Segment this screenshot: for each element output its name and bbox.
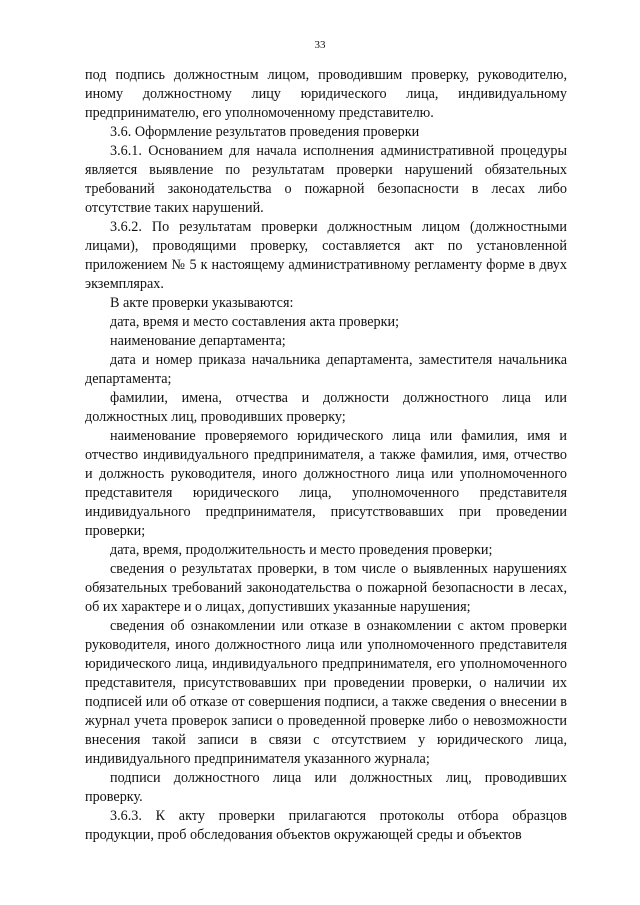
paragraph-3-6-3: 3.6.3. К акту проверки прилагаются протоколы отбора образцов продукции, проб обследования объектов окружающей среды и объектов xyxy=(85,808,567,843)
paragraph-continuation: под подпись должностным лицом, проводившим проверку, руководителю, иному должностному лицу юридического лица, индивидуальному предпринимателю, его уполномоченному представителю. xyxy=(85,67,567,121)
list-item-inspection-results: сведения о результатах проверки, в том числе о выявленных нарушениях обязательных требований законодательства о пожарной безопасности в лесах, об их характере и о лицах, допустивших указанные нарушения; xyxy=(85,561,567,615)
list-item-inspected-entity: наименование проверяемого юридического лица или фамилия, имя и отчество индивидуального предпринимателя, а также фамилия, имя, отчество и должность руководителя, иного должностного лица или уполномоченного представителя юридического лица, уполномоченного представителя индивидуального предпринимателя, присутствовавших при проведении проверки; xyxy=(85,428,567,539)
list-item-inspection-time: дата, время, продолжительность и место проведения проверки; xyxy=(110,542,493,558)
paragraph-3-6-1: 3.6.1. Основанием для начала исполнения административной процедуры является выявление по результатам проверки нарушений обязательных требований законодательства о пожарной безопасности в лесах либо отсутствие таких нарушений. xyxy=(85,143,567,216)
list-item-order-date-number: дата и номер приказа начальника департамента, заместителя начальника департамента; xyxy=(85,352,567,387)
document-body xyxy=(85,66,567,845)
list-item-date-place: дата, время и место составления акта проверки; xyxy=(110,314,400,330)
section-heading-3-6: 3.6. Оформление результатов проведения проверки xyxy=(110,124,420,140)
paragraph-3-6-2: 3.6.2. По результатам проверки должностным лицом (должностными лицами), проводящими проверку, составляется акт по установленной приложением № 5 к настоящему административному регламенту форме в двух экземплярах. xyxy=(85,219,567,292)
list-item-acquaintance-info: сведения об ознакомлении или отказе в ознакомлении с актом проверки руководителя, иного должностного лица или уполномоченного представителя юридического лица, индивидуального предпринимателя, его уполномоченного представителя, присутствовавших при проведении проверки, о наличии их подписей или об отказе от совершения подписи, а также сведения о внесении в журнал учета проверок записи о проведенной проверке либо о невозможности внесения такой записи в связи с отсутствием у юридического лица, индивидуального предпринимателя указанного журнала; xyxy=(85,618,567,767)
list-item-signatures: подписи должностного лица или должностных лиц, проводивших проверку. xyxy=(85,770,567,805)
paragraph-act-contents-intro: В акте проверки указываются: xyxy=(110,295,294,311)
list-item-inspectors: фамилии, имена, отчества и должности должностного лица или должностных лиц, проводивших проверку; xyxy=(85,390,567,425)
list-item-department-name: наименование департамента; xyxy=(110,333,286,349)
page-number: 33 xyxy=(314,39,326,51)
